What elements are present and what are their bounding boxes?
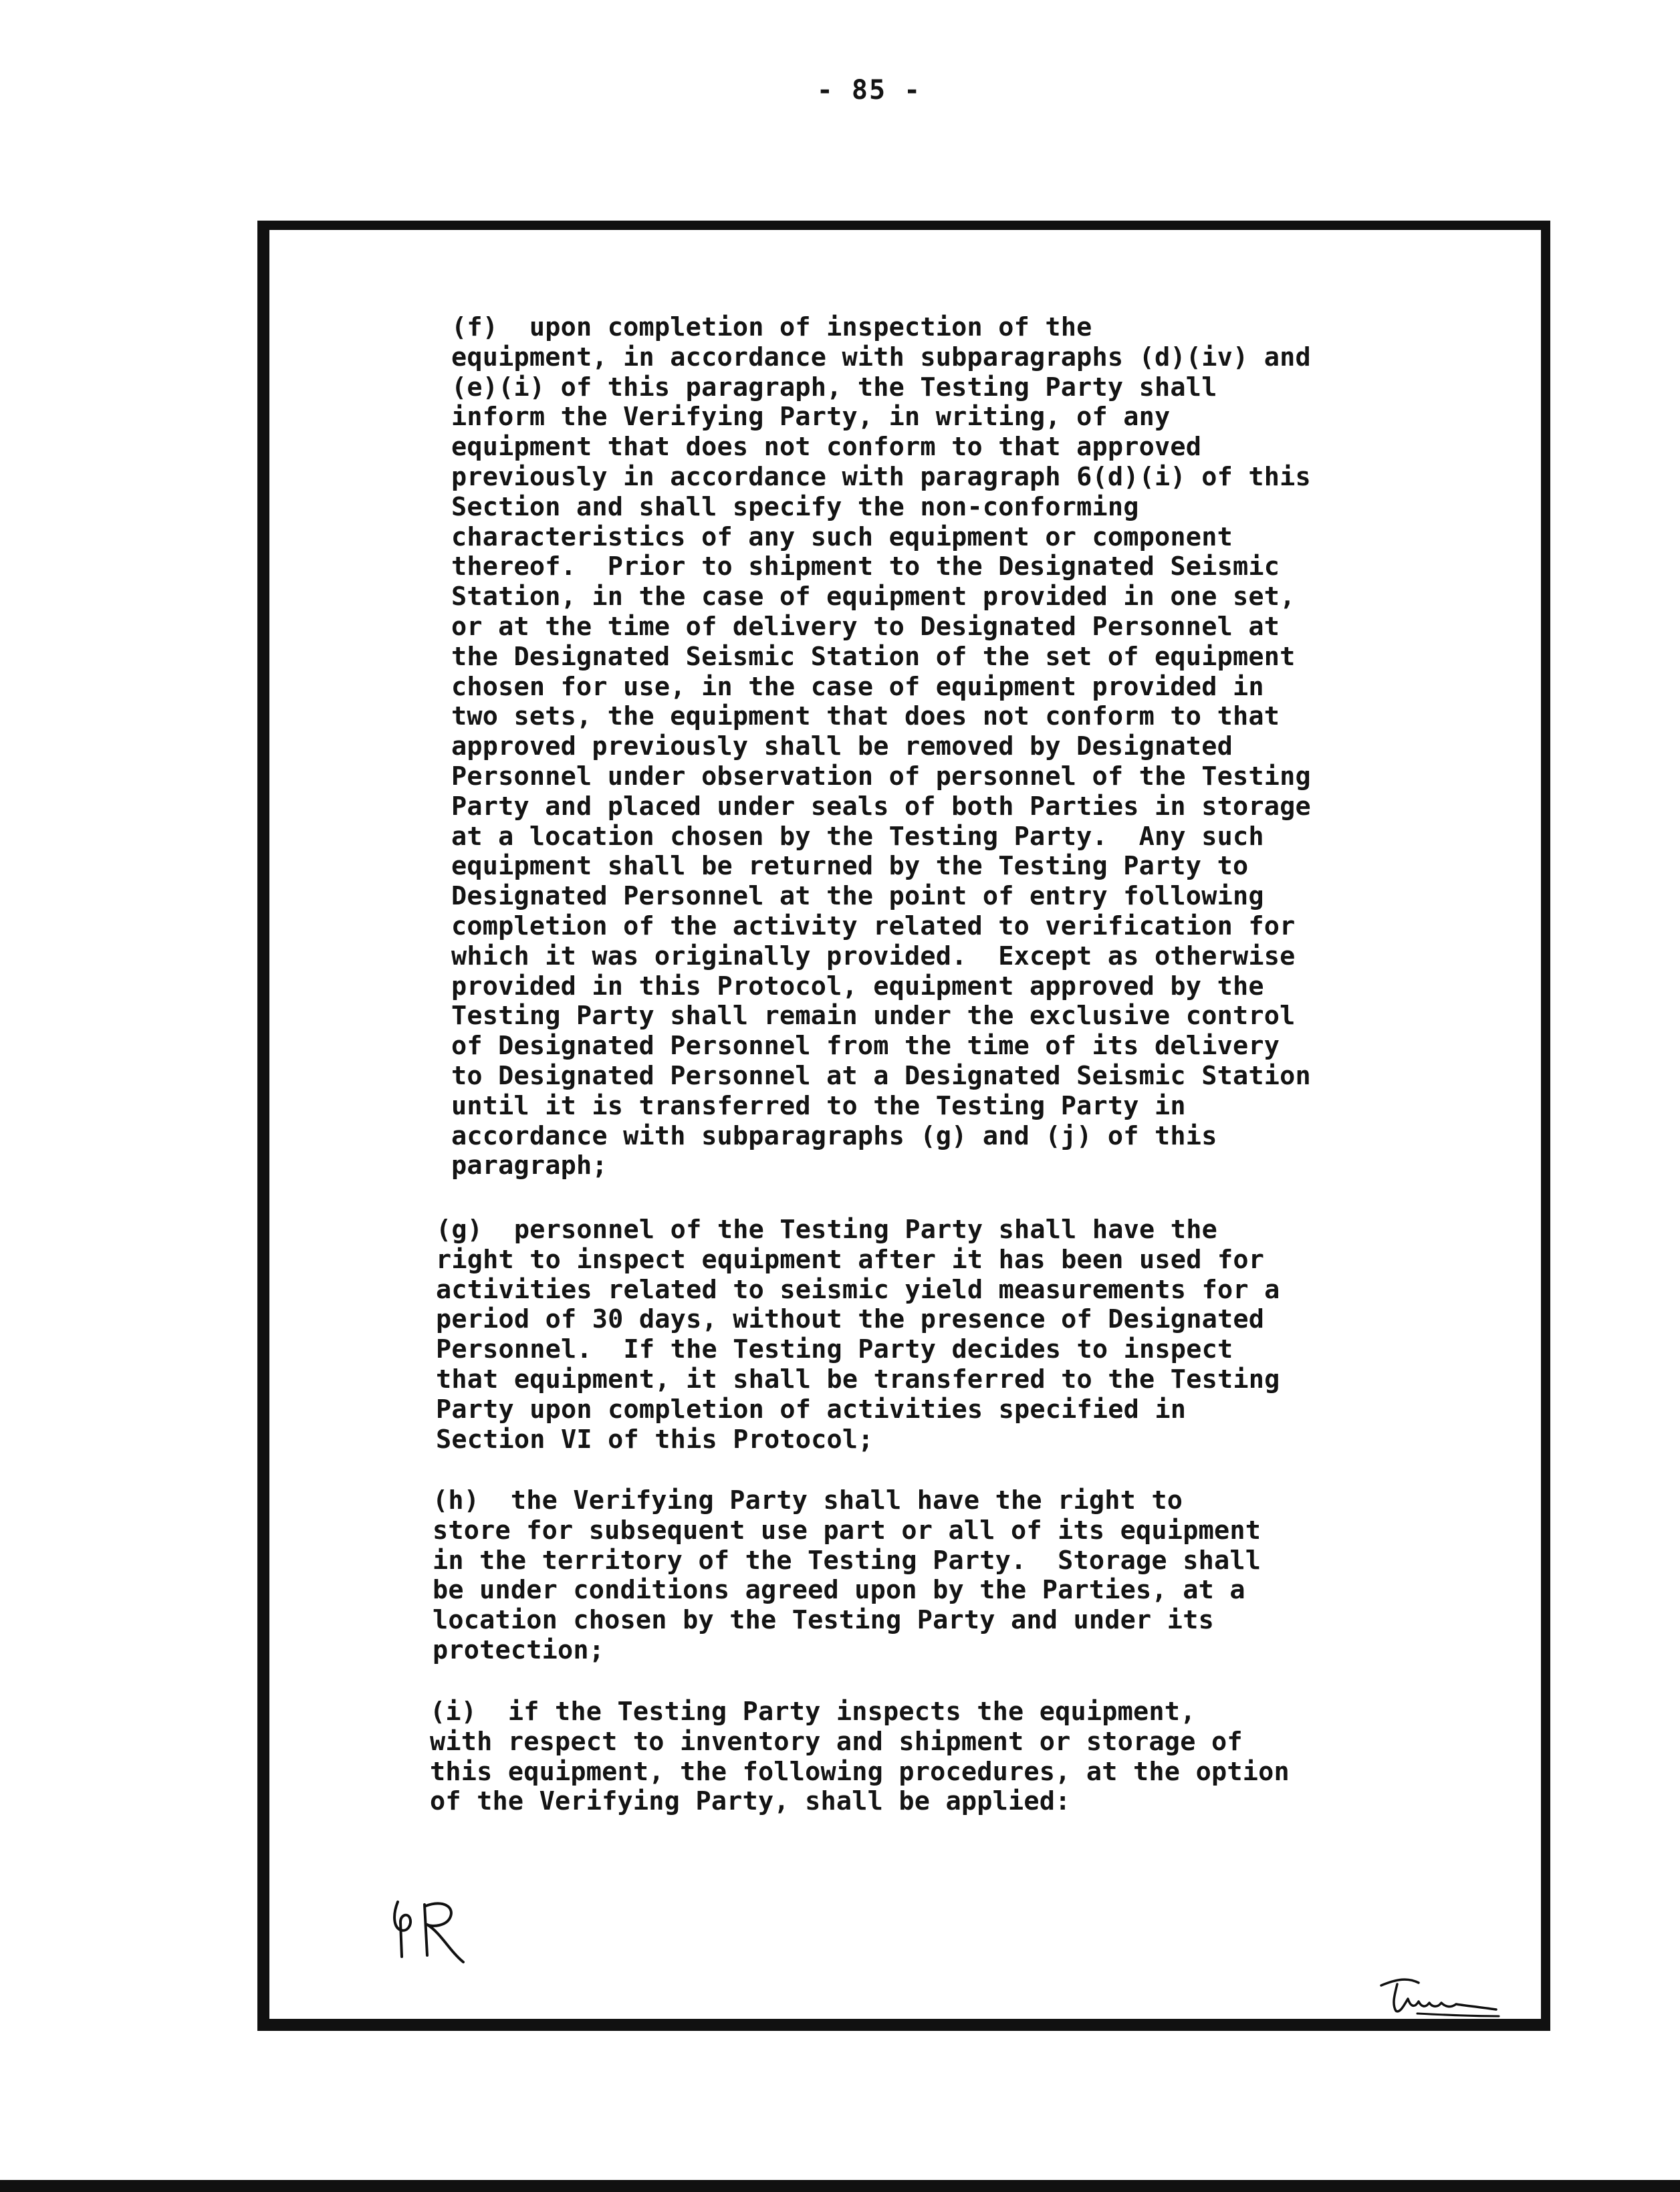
paragraph-h: (h) the Verifying Party shall have the right to store for subsequent use part or all of its equipment in the territory of the Testing Party. Storage shall be under conditions agreed upon by the Parties, at a location chosen by the Testing Party and under its protection;: [433, 1485, 1262, 1665]
paragraph-f: (f) upon completion of inspection of the equipment, in accordance with subparagraphs (d)(iv) and (e)(i) of this paragraph, the Testing Party shall inform the Verifying Party, in writing, of any equipment that does not conform to that approved previously in accordance with paragraph 6(d)(i) of this Section and shall specify the non-conforming characteristics of any such equipment or component thereof. Prior to shipment to the Designated Seismic Station, in the case of equipment provided in one set, or at the time of delivery to Designated Personnel at the Designated Seismic Station of the set of equipment chosen for use, in the case of equipment provided in two sets, the equipment that does not conform to that approved previously shall be removed by Designated Personnel under observation of personnel of the Testing Party and placed under seals of both Parties in storage at a location chosen by the Testing Party. Any such equipment shall be returned by the Testing Party to Designated Personnel at the point of entry following completion of the activity related to verification for which it was originally provided. Except as otherwise provided in this Protocol, equipment approved by the Testing Party shall remain under the exclusive control of Designated Personnel from the time of its delivery to Designated Personnel at a Designated Seismic Station until it is transferred to the Testing Party in accordance with subparagraphs (g) and (j) of this paragraph;: [451, 312, 1311, 1181]
paragraph-g: (g) personnel of the Testing Party shall have the right to inspect equipment after it has been used for activities related to seismic yield measurements for a period of 30 days, without the presence of Designated Personnel. If the Testing Party decides to inspect that equipment, it shall be transferred to the Testing Party upon completion of activities specified in Section VI of this Protocol;: [436, 1215, 1280, 1455]
handwritten-initials: [391, 1895, 498, 1969]
handwritten-signature: [1377, 1972, 1504, 2019]
paragraph-i: (i) if the Testing Party inspects the equipment, with respect to inventory and shipment or storage of this equipment, the following procedures, at the option of the Verifying Party, shall be applied:: [430, 1697, 1290, 1817]
page-number: - 85 -: [816, 75, 922, 106]
scan-bottom-edge: [0, 2180, 1680, 2192]
